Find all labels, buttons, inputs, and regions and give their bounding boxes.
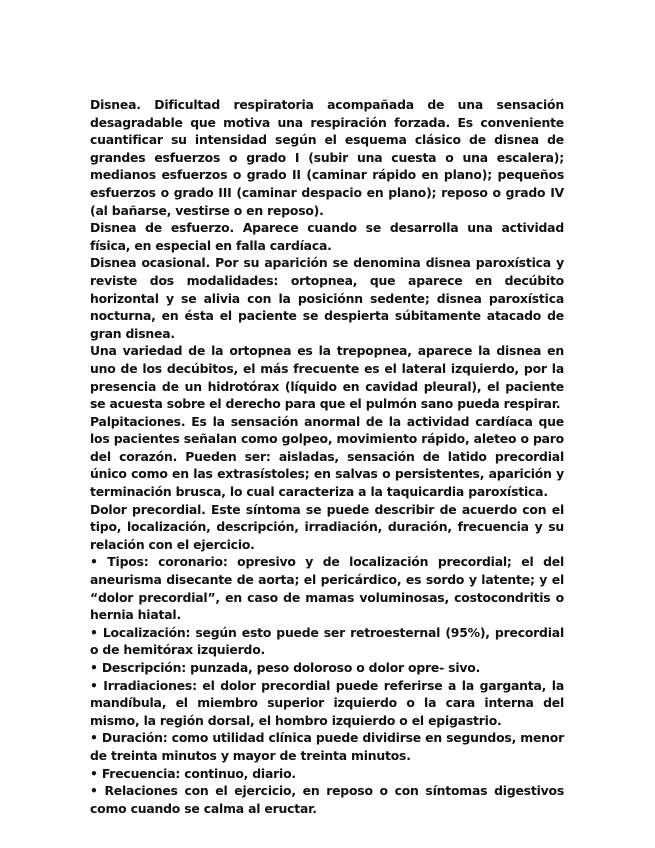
paragraph-trepopnea: Una variedad de la ortopnea es la trepopnea, aparece la disnea en uno de los decúbitos, el más frecuente es el lateral izquierdo, por la presencia de un hidrotórax (líquido en cavidad pleural), el paciente se acuesta sobre el derecho para que el pulmón sano pueda respirar. bbox=[90, 343, 564, 412]
list-item-duracion: • Duración: como utilidad clínica puede dividirse en segundos, menor de treinta minutos y mayor de treinta minutos. bbox=[90, 730, 564, 763]
list-item-frecuencia: • Frecuencia: continuo, diario. bbox=[90, 765, 296, 781]
list-item-localizacion: • Localización: según esto puede ser retroesternal (95%), precordial o de hemitórax izquierdo. bbox=[90, 624, 564, 658]
paragraph-dolor-precordial: Dolor precordial. Este síntoma se puede describir de acuerdo con el tipo, localización, descripción, irradiación, duración, frecuencia y su relación con el ejercicio. bbox=[90, 501, 564, 552]
list-item-relaciones: • Relaciones con el ejercicio, en reposo o con síntomas digestivos como cuando se calma al eructar. bbox=[90, 783, 564, 816]
list-item-irradiaciones: • Irradiaciones: el dolor precordial puede referirse a la garganta, la mandíbula, el miembro superior izquierdo o la cara interna del mismo, la región dorsal, el hombro izquierdo o el epigastrio. bbox=[90, 677, 564, 728]
paragraph-palpitaciones: Palpitaciones. Es la sensación anormal de la actividad cardíaca que los pacientes señalan como golpeo, movimiento rápido, aleteo o paro del corazón. Pueden ser: aisladas, sensación de latido precordial único como en las extrasístoles; en salvas o persistentes, aparición y terminación brusca, lo cual caracteriza a la taquicardia paroxística. bbox=[90, 413, 564, 500]
document-body bbox=[90, 96, 564, 817]
list-item-tipos: • Tipos: coronario: opresivo y de localización precordial; el del aneurisma disecante de aorta; el pericárdico, es sordo y latente; y el “dolor precordial”, en caso de mamas voluminosas, costocondritis o hernia hiatal. bbox=[90, 554, 564, 623]
paragraph-disnea-ocasional: Disnea ocasional. Por su aparición se denomina disnea paroxística y reviste dos modalidades: ortopnea, que aparece en decúbito horizontal y se alivia con la posiciónn sedente; disnea paroxística nocturna, en ésta el paciente se despierta súbitamente atacado de gran disnea. bbox=[90, 255, 564, 341]
list-item-descripcion: • Descripción: punzada, peso doloroso o dolor opre- sivo. bbox=[90, 660, 481, 675]
paragraph-disnea-esfuerzo: Disnea de esfuerzo. Aparece cuando se desarrolla una actividad física, en especial en falla cardíaca. bbox=[90, 220, 564, 253]
paragraph-disnea: Disnea. Dificultad respiratoria acompañada de una sensación desagradable que motiva una respiración forzada. Es conveniente cuantificar su intensidad según el esquema clásico de disnea de grandes esfuerzos o grado I (subir una cuesta o una escalera); medianos esfuerzos o grado II (caminar rápido en plano); pequeños esfuerzos o grado III (caminar despacio en plano); reposo o grado IV (al bañarse, vestirse o en reposo). bbox=[90, 97, 564, 218]
